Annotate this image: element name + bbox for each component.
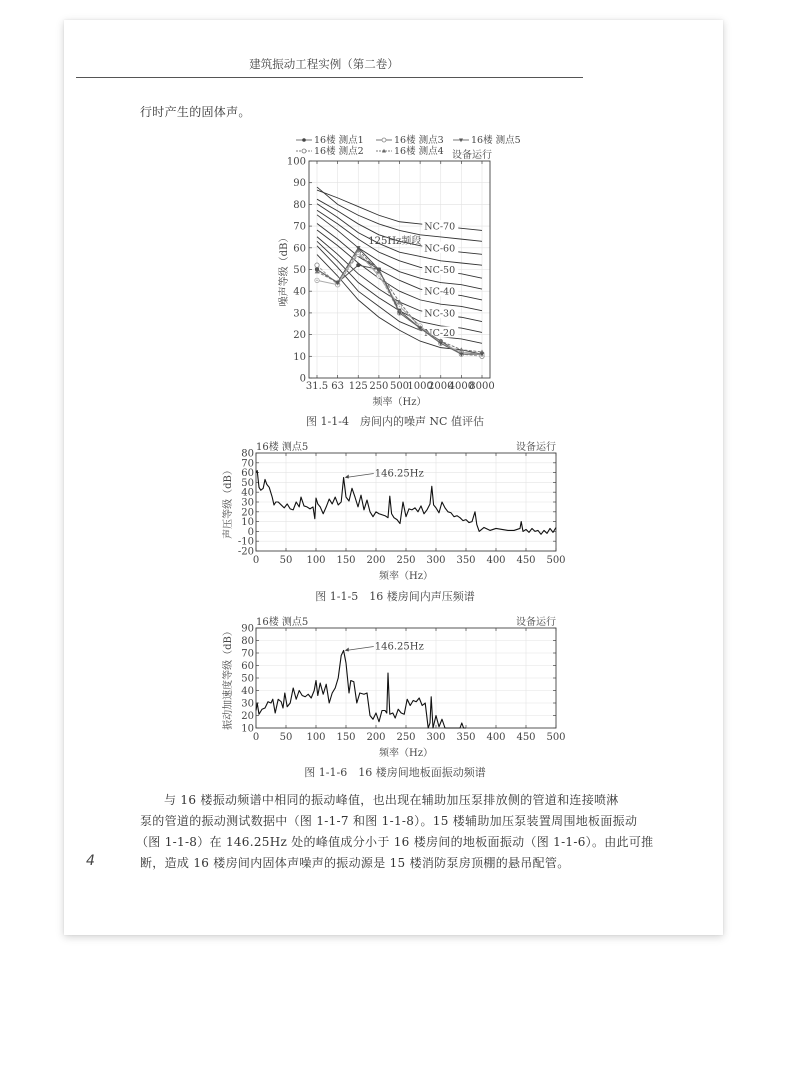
svg-text:100: 100	[306, 555, 326, 566]
svg-text:60: 60	[241, 468, 254, 480]
svg-text:300: 300	[426, 732, 446, 743]
paragraph-line-2: 泵的管道的振动测试数据中（图 1-1-7 和图 1-1-8）。15 楼辅助加压泵装置周围地板面振动	[140, 814, 638, 828]
intro-line: 行时产生的固体声。	[140, 105, 251, 119]
svg-text:146.25Hz: 146.25Hz	[374, 468, 424, 480]
svg-text:80: 80	[241, 636, 254, 647]
svg-text:声压等级（dB）: 声压等级（dB）	[223, 465, 234, 539]
svg-text:30: 30	[241, 497, 254, 509]
svg-text:60: 60	[293, 243, 306, 255]
svg-text:噪声等级（dB）: 噪声等级（dB）	[279, 232, 290, 307]
svg-text:20: 20	[293, 330, 306, 342]
svg-text:30: 30	[241, 698, 254, 710]
svg-text:40: 40	[241, 686, 254, 697]
svg-text:250: 250	[396, 555, 416, 566]
svg-text:125Hz频段: 125Hz频段	[368, 235, 422, 247]
svg-text:150: 150	[336, 732, 356, 743]
svg-text:16楼 测点2: 16楼 测点2	[314, 146, 364, 157]
svg-text:16楼 测点5: 16楼 测点5	[256, 442, 309, 453]
svg-text:0: 0	[252, 732, 260, 743]
svg-text:10: 10	[241, 723, 254, 735]
svg-text:350: 350	[456, 555, 476, 566]
paragraph-line-3: （图 1-1-8）在 146.25Hz 处的峰值成分小于 16 楼房间的地板面振动（图 1-1-6）。由此可推	[136, 835, 654, 849]
svg-text:80: 80	[293, 199, 306, 211]
svg-text:70: 70	[241, 458, 254, 470]
svg-text:-20: -20	[237, 546, 254, 558]
svg-text:16楼 测点5: 16楼 测点5	[256, 617, 309, 628]
svg-text:4000: 4000	[448, 381, 475, 392]
svg-text:16楼 测点1: 16楼 测点1	[314, 135, 364, 146]
svg-text:0: 0	[247, 526, 254, 538]
svg-text:50: 50	[241, 673, 254, 685]
svg-text:16楼 测点4: 16楼 测点4	[394, 146, 444, 157]
svg-text:90: 90	[293, 178, 306, 190]
svg-text:振动加速度等级（dB）: 振动加速度等级（dB）	[223, 626, 234, 730]
svg-text:NC-60: NC-60	[424, 243, 456, 255]
svg-text:60: 60	[241, 661, 254, 672]
svg-text:500: 500	[389, 381, 410, 392]
svg-text:NC-20: NC-20	[424, 327, 456, 339]
svg-text:2000: 2000	[428, 381, 454, 392]
svg-text:设备运行: 设备运行	[452, 150, 492, 161]
svg-text:500: 500	[546, 555, 566, 566]
svg-text:70: 70	[241, 648, 254, 660]
svg-text:0: 0	[299, 373, 306, 385]
svg-text:50: 50	[279, 732, 293, 743]
svg-text:500: 500	[546, 732, 566, 743]
paragraph-line-4: 断，造成 16 楼房间内固体声噪声的振动源是 15 楼消防泵房顶棚的悬吊配管。	[140, 856, 570, 870]
svg-text:450: 450	[516, 732, 536, 743]
svg-text:150: 150	[336, 555, 356, 566]
svg-text:250: 250	[369, 381, 389, 392]
svg-text:设备运行: 设备运行	[516, 442, 556, 453]
svg-text:80: 80	[241, 448, 254, 460]
svg-text:NC-40: NC-40	[424, 286, 456, 298]
svg-text:63: 63	[331, 381, 344, 392]
svg-text:125: 125	[348, 381, 368, 392]
svg-text:10: 10	[241, 517, 254, 529]
figure-caption-1-1-4: 图 1-1-4 房间内的噪声 NC 值评估	[306, 415, 484, 428]
svg-text:90: 90	[241, 623, 254, 635]
svg-text:40: 40	[241, 487, 254, 499]
svg-text:设备运行: 设备运行	[516, 617, 556, 628]
svg-text:100: 100	[306, 732, 326, 743]
svg-text:31.5: 31.5	[305, 381, 329, 392]
page-number: 4	[86, 853, 95, 869]
paragraph-line-1: 与 16 楼振动频谱中相同的振动峰值，也出现在辅助加压泵排放侧的管道和连接喷淋	[164, 793, 619, 807]
svg-text:8000: 8000	[469, 381, 495, 392]
svg-text:1000: 1000	[407, 381, 433, 392]
svg-text:450: 450	[516, 555, 536, 566]
svg-text:频率（Hz）: 频率（Hz）	[379, 571, 433, 582]
svg-text:20: 20	[241, 711, 254, 722]
svg-text:400: 400	[486, 555, 506, 566]
svg-text:频率（Hz）: 频率（Hz）	[372, 397, 427, 408]
svg-text:16楼 测点3: 16楼 测点3	[394, 135, 444, 146]
running-head: 建筑振动工程实例（第二卷）	[249, 57, 399, 71]
svg-text:200: 200	[366, 732, 386, 743]
svg-text:146.25Hz: 146.25Hz	[374, 641, 424, 653]
svg-text:10: 10	[293, 351, 306, 363]
figure-caption-1-1-6: 图 1-1-6 16 楼房间地板面振动频谱	[304, 766, 486, 779]
svg-text:16楼 测点5: 16楼 测点5	[471, 135, 521, 146]
svg-text:20: 20	[241, 507, 254, 519]
svg-text:50: 50	[293, 265, 306, 276]
svg-text:70: 70	[293, 221, 306, 233]
svg-text:0: 0	[252, 555, 260, 566]
svg-text:300: 300	[426, 555, 446, 566]
figure-caption-1-1-5: 图 1-1-5 16 楼房间内声压频谱	[315, 590, 475, 603]
svg-text:50: 50	[241, 477, 254, 489]
svg-text:400: 400	[486, 732, 506, 743]
svg-text:频率（Hz）: 频率（Hz）	[379, 748, 433, 759]
svg-text:200: 200	[366, 555, 386, 566]
svg-text:40: 40	[293, 286, 306, 298]
svg-text:-10: -10	[237, 536, 254, 548]
svg-text:30: 30	[293, 308, 306, 320]
svg-text:250: 250	[396, 732, 416, 743]
svg-text:50: 50	[279, 555, 293, 566]
svg-text:350: 350	[456, 732, 476, 743]
svg-text:NC-70: NC-70	[424, 221, 456, 233]
svg-text:NC-50: NC-50	[424, 265, 456, 276]
svg-text:100: 100	[286, 156, 306, 168]
svg-text:NC-30: NC-30	[424, 308, 456, 320]
